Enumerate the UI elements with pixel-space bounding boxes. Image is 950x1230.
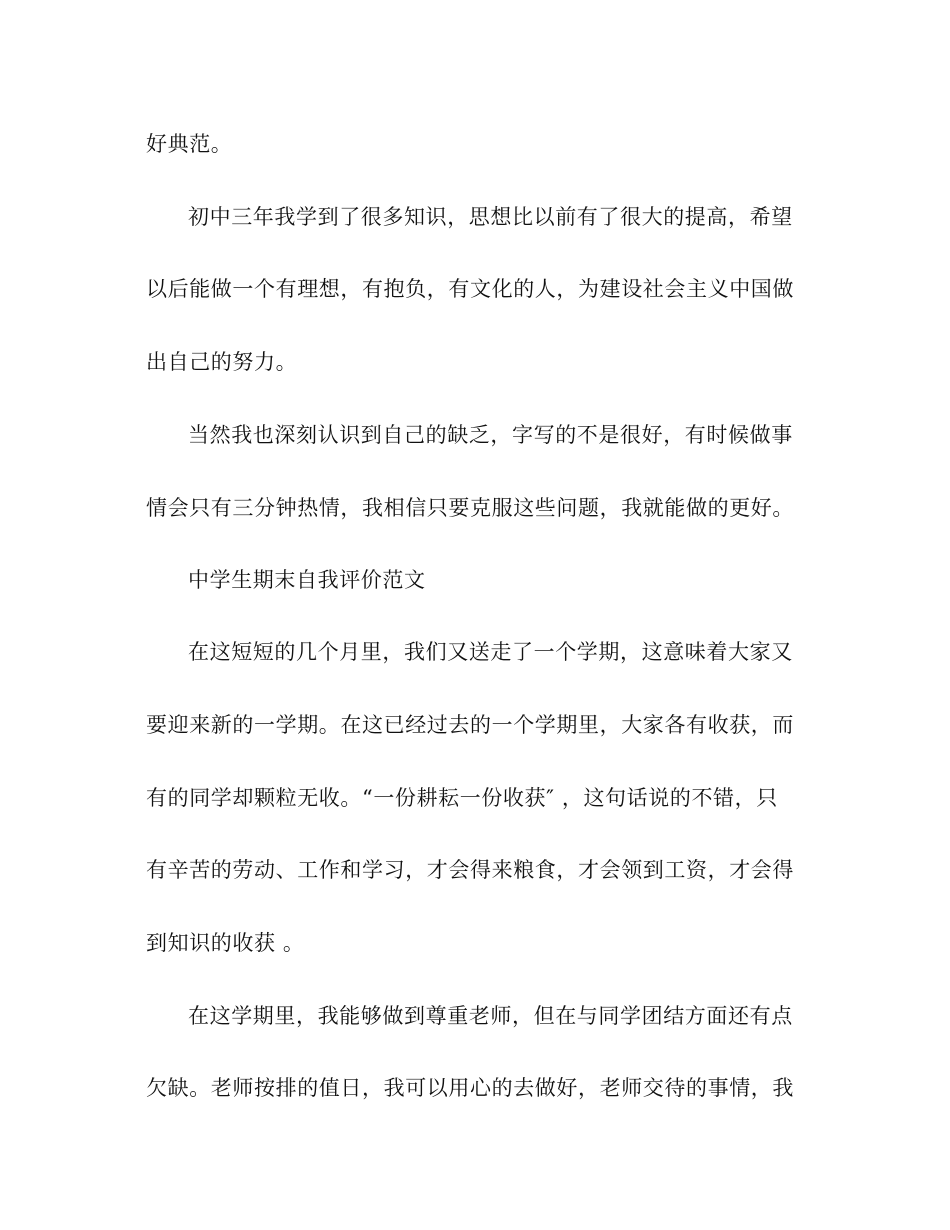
text-line: 情会只有三分钟热情，我相信只要克服这些问题，我就能做的更好。: [146, 496, 794, 520]
paragraph-start-line: 在这学期里，我能够做到尊重老师，但在与同学团结方面还有点: [188, 1004, 793, 1028]
text-line: 有的同学却颗粒无收。“一份耕耘一份收获″ ，这句话说的不错，只: [146, 786, 778, 810]
text-line: 好典范。: [146, 132, 233, 156]
text-line: 以后能做一个有理想，有抱负，有文化的人，为建设社会主义中国做: [146, 277, 794, 301]
paragraph-start-line: 初中三年我学到了很多知识，思想比以前有了很大的提高，希望: [188, 205, 793, 229]
text-line: 要迎来新的一学期。在这已经过去的一个学期里，大家各有收获，而: [146, 713, 794, 737]
paragraph-start-line: 在这短短的几个月里，我们又送走了一个学期，这意味着大家又: [188, 640, 793, 664]
text-line: 欠缺。老师按排的值日，我可以用心的去做好，老师交待的事情，我: [146, 1076, 794, 1100]
text-line: 出自己的努力。: [146, 350, 298, 374]
section-heading: 中学生期末自我评价范文: [188, 568, 426, 592]
text-line: 到知识的收获 。: [146, 931, 305, 955]
paragraph-start-line: 当然我也深刻认识到自己的缺乏，字写的不是很好，有时候做事: [188, 423, 793, 447]
text-line: 有辛苦的劳动、工作和学习，才会得来粮食，才会领到工资，才会得: [146, 858, 794, 882]
